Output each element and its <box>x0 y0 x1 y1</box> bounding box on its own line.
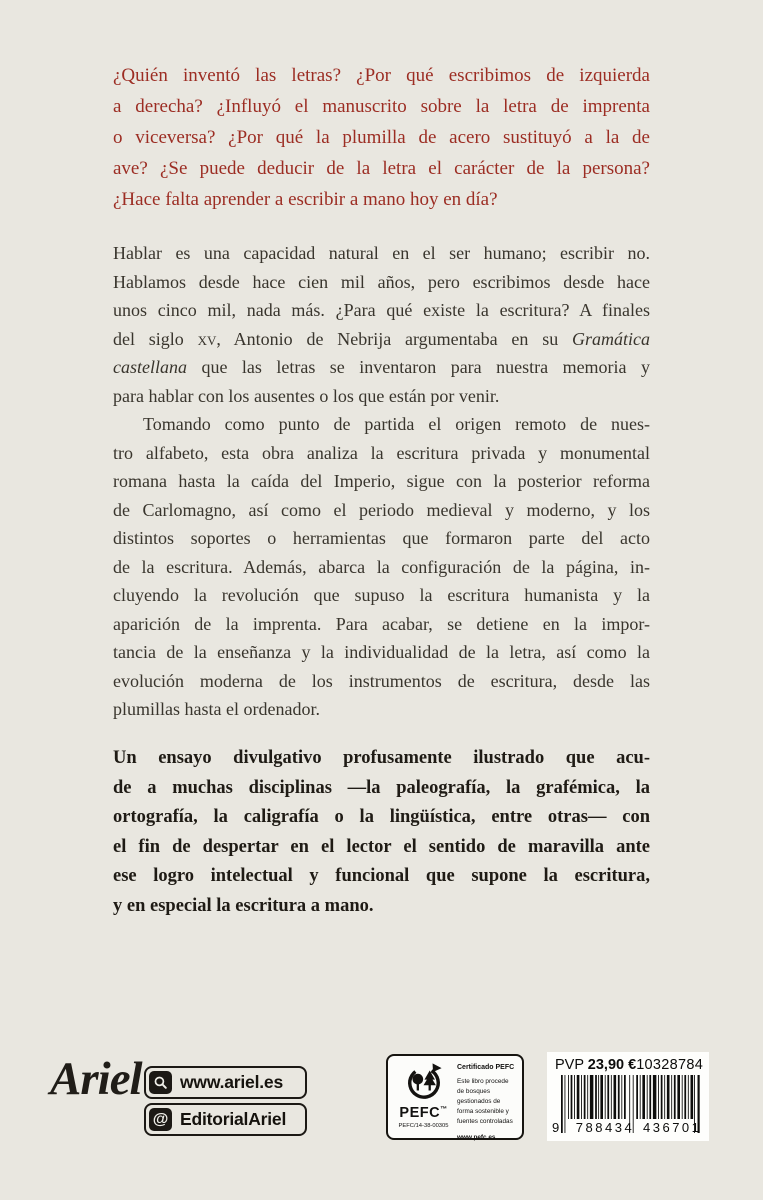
text-line: para hablar con los ausentes o los que están por venir. <box>113 385 500 406</box>
text-line: Un ensayo divulgativo profusamente ilustrado que acu- <box>113 748 650 768</box>
pefc-wordmark: PEFC™ <box>399 1105 448 1121</box>
synopsis-paragraph-2 <box>113 410 650 724</box>
website-url: www.ariel.es <box>180 1072 283 1092</box>
text-line: ortografía, la caligrafía o la lingüística, entre otras— con <box>113 807 650 827</box>
text-line: romana hasta la caída del Imperio, sigue con la posterior reforma <box>113 471 650 491</box>
pefc-text-block <box>452 1062 516 1141</box>
search-icon <box>149 1071 172 1094</box>
synopsis-paragraph-1 <box>113 239 650 410</box>
publisher-links <box>144 1066 307 1136</box>
price-value: 23,90 € <box>587 1057 637 1073</box>
intro-questions <box>113 60 650 215</box>
text-line: aparición de la imprenta. Para acabar, se detiene en la impor- <box>113 613 650 634</box>
ean-barcode: 9 788434 436701 <box>555 1075 701 1135</box>
text-line: distintos soportes o herramientas que formaron parte del acto <box>113 528 650 548</box>
text-line: castellana que las letras se inventaron para nuestra memoria y <box>113 357 650 377</box>
ariel-publisher-logo: Ariel <box>50 1053 142 1105</box>
text-line: Tomando como punto de partida el origen remoto de nues- <box>143 414 650 434</box>
pefc-logo-block <box>395 1062 452 1133</box>
text-line: ese logro intelectual y funcional que supone la escritura, <box>113 866 650 886</box>
text-line: evolución moderna de los instrumentos de escritura, desde las <box>113 670 650 691</box>
text-line: del siglo xv, Antonio de Nebrija argumentaba en su Gramática <box>113 328 651 349</box>
text-line: y en especial la escritura a mano. <box>113 895 374 916</box>
pefc-license-number: PEFC/14-38-00305 <box>398 1122 449 1129</box>
text-line: ave? ¿Se puede deducir de la letra el carácter de la persona? <box>113 158 650 179</box>
price <box>555 1057 636 1073</box>
text-line: unos cinco mil, nada más. ¿Para qué existe la escritura? A finales <box>113 300 650 320</box>
product-code: 10328784 <box>636 1057 704 1073</box>
text-line: Hablar es una capacidad natural en el ser humano; escribir no. <box>113 243 650 263</box>
pefc-cert-text: Este libro procede de bosques gestionados de forma sostenible y fuentes controladas <box>457 1078 513 1125</box>
social-handle-badge <box>144 1103 307 1136</box>
text-line: ¿Hace falta aprender a escribir a mano hoy en día? <box>113 189 498 210</box>
pefc-certificate <box>386 1054 524 1140</box>
text-line: plumillas hasta el ordenador. <box>113 699 320 719</box>
social-handle: EditorialAriel <box>180 1109 287 1129</box>
text-line: Hablamos desde hace cien mil años, pero escribimos desde hace <box>113 271 650 292</box>
text-line: de Carlomagno, así como el periodo medieval y moderno, y los <box>113 499 650 520</box>
at-icon: @ <box>149 1108 172 1131</box>
text-line: de la escritura. Además, abarca la configuración de la página, in- <box>113 556 650 577</box>
pefc-logo-icon <box>404 1062 444 1105</box>
pefc-url: www.pefc.es <box>457 1133 496 1141</box>
website-badge <box>144 1066 307 1099</box>
text-line: ¿Quién inventó las letras? ¿Por qué escribimos de izquierda <box>113 65 650 86</box>
pvp-label: PVP <box>555 1057 584 1073</box>
price-barcode-box <box>547 1052 709 1141</box>
text-line: a derecha? ¿Influyó el manuscrito sobre la letra de imprenta <box>113 96 650 117</box>
text-line: de a muchas disciplinas —la paleografía, la grafémica, la <box>113 777 650 798</box>
text-line: el fin de despertar en el lector el sentido de maravilla ante <box>113 836 650 857</box>
highlight-paragraph <box>113 744 650 921</box>
text-line: tro alfabeto, esta obra analiza la escritura privada y monumental <box>113 442 650 463</box>
text-line: tancia de la enseñanza y la individualidad de la letra, así como la <box>113 642 650 662</box>
pefc-cert-title: Certificado PEFC <box>457 1064 515 1071</box>
text-line: cluyendo la revolución que supuso la escritura humanista y la <box>113 585 650 605</box>
text-line: o viceversa? ¿Por qué la plumilla de acero sustituyó a la de <box>113 127 650 148</box>
